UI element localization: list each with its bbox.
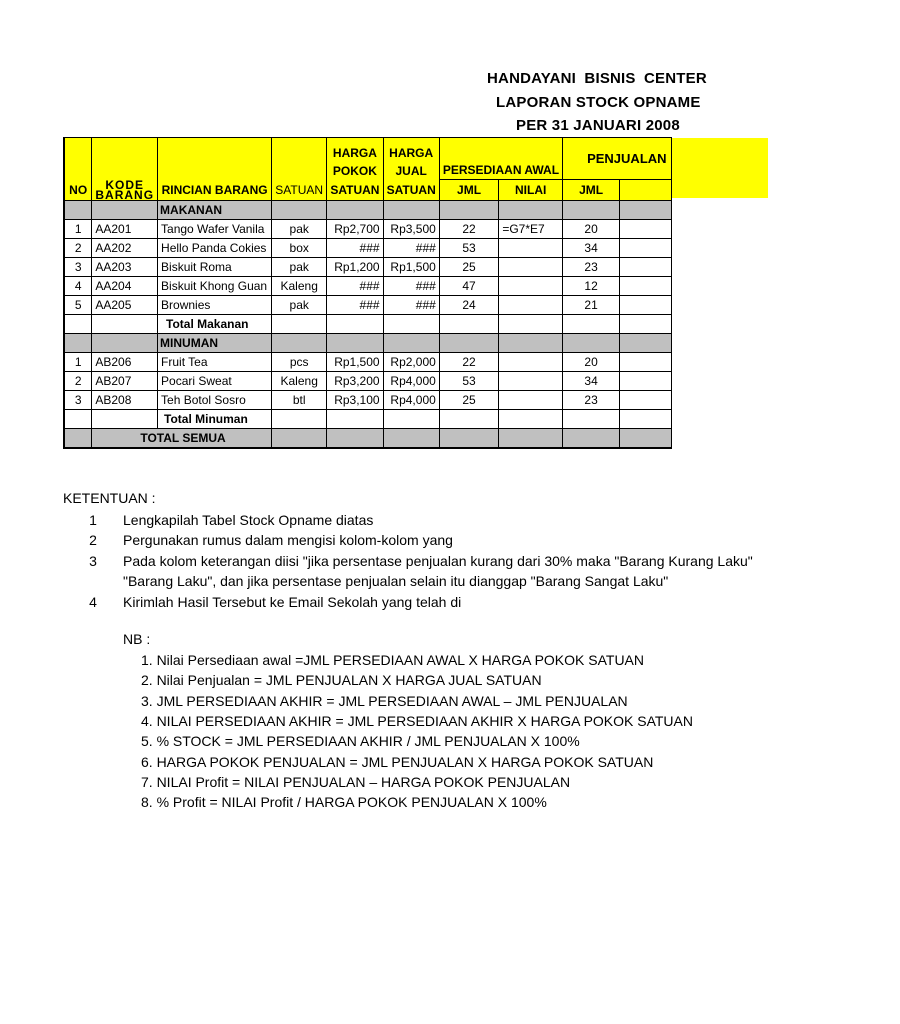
- penjualan-jml-cell: 34: [563, 238, 620, 257]
- penjualan-nilai-cell: [620, 276, 672, 295]
- header-satuan-top: [272, 138, 327, 180]
- section-makanan-row: [64, 200, 672, 219]
- table-row: [64, 390, 672, 409]
- header-persediaan-awal: PERSEDIAAN AWAL: [439, 138, 562, 180]
- header-penjualan: PENJUALAN: [563, 138, 672, 180]
- nb-title: NB :: [123, 631, 151, 647]
- penjualan-nilai-cell: [620, 238, 672, 257]
- header-kode-barang: KODE BARANG: [92, 180, 158, 201]
- ketentuan-number: 3: [89, 553, 97, 569]
- persediaan-jml-cell: 47: [439, 276, 499, 295]
- row-number: 1: [64, 219, 92, 238]
- header-rincian-barang: RINCIAN BARANG: [158, 180, 272, 201]
- persediaan-jml-cell: 22: [439, 352, 499, 371]
- table-row: [64, 352, 672, 371]
- header-no: NO: [64, 180, 92, 201]
- harga-pokok-cell: Rp3,100: [327, 390, 383, 409]
- ketentuan-number: 2: [89, 532, 97, 548]
- header-pokok-satuan: SATUAN: [327, 180, 383, 201]
- item-code: AB206: [92, 352, 158, 371]
- item-name: Hello Panda Cokies: [158, 238, 272, 257]
- persediaan-jml-cell: 53: [439, 238, 499, 257]
- item-name: Biskuit Khong Guan: [158, 276, 272, 295]
- item-code: AA205: [92, 295, 158, 314]
- company-title: HANDAYANI BISNIS CENTER: [487, 70, 707, 87]
- harga-jual-cell: Rp3,500: [383, 219, 439, 238]
- header-harga-jual: HARGA JUAL: [383, 138, 439, 180]
- header-row-top: [64, 138, 672, 180]
- total-makanan-row: [64, 314, 672, 333]
- penjualan-nilai-cell: [620, 295, 672, 314]
- penjualan-jml-cell: 23: [563, 257, 620, 276]
- penjualan-jml-cell: 23: [563, 390, 620, 409]
- penjualan-jml-cell: 20: [563, 352, 620, 371]
- penjualan-jml-cell: 21: [563, 295, 620, 314]
- penjualan-nilai-cell: [620, 371, 672, 390]
- item-unit: pak: [272, 257, 327, 276]
- item-name: Brownies: [158, 295, 272, 314]
- penjualan-nilai-cell: [620, 219, 672, 238]
- persediaan-nilai-cell: [499, 390, 563, 409]
- item-name: Biskuit Roma: [158, 257, 272, 276]
- table-row: [64, 371, 672, 390]
- harga-jual-cell: Rp1,500: [383, 257, 439, 276]
- nb-item: 8. % Profit = NILAI Profit / HARGA POKOK PENJUALAN X 100%: [141, 794, 547, 811]
- harga-pokok-cell: ###: [327, 276, 383, 295]
- header-jual-satuan: SATUAN: [383, 180, 439, 201]
- item-unit: pak: [272, 295, 327, 314]
- harga-pokok-cell: Rp3,200: [327, 371, 383, 390]
- header-row-bottom: [64, 180, 672, 201]
- row-number: 5: [64, 295, 92, 314]
- harga-pokok-cell: Rp1,200: [327, 257, 383, 276]
- persediaan-jml-cell: 24: [439, 295, 499, 314]
- stock-opname-table: [63, 137, 672, 449]
- harga-jual-cell: ###: [383, 276, 439, 295]
- item-name: Pocari Sweat: [158, 371, 272, 390]
- item-unit: Kaleng: [272, 371, 327, 390]
- persediaan-jml-cell: 25: [439, 257, 499, 276]
- nb-item: 2. Nilai Penjualan = JML PENJUALAN X HARGA JUAL SATUAN: [141, 672, 542, 689]
- ketentuan-title: KETENTUAN :: [63, 490, 156, 506]
- item-unit: box: [272, 238, 327, 257]
- penjualan-nilai-cell: [620, 390, 672, 409]
- item-code: AB207: [92, 371, 158, 390]
- persediaan-nilai-cell: [499, 352, 563, 371]
- nb-item: 5. % STOCK = JML PERSEDIAAN AKHIR / JML PENJUALAN X 100%: [141, 733, 580, 750]
- item-code: AA201: [92, 219, 158, 238]
- item-code: AB208: [92, 390, 158, 409]
- total-makanan-label: Total Makanan: [158, 314, 272, 333]
- item-unit: pcs: [272, 352, 327, 371]
- report-date: PER 31 JANUARI 2008: [516, 117, 680, 134]
- header-kode-top: [92, 138, 158, 180]
- persediaan-nilai-cell: =G7*E7: [499, 219, 563, 238]
- item-code: AA204: [92, 276, 158, 295]
- persediaan-jml-cell: 25: [439, 390, 499, 409]
- item-name: Teh Botol Sosro: [158, 390, 272, 409]
- total-semua-label: TOTAL SEMUA: [92, 428, 272, 448]
- total-minuman-row: [64, 409, 672, 428]
- total-semua-row: [64, 428, 672, 448]
- header-pj-nilai: [620, 180, 672, 201]
- harga-pokok-cell: ###: [327, 295, 383, 314]
- ketentuan-text: Lengkapilah Tabel Stock Opname diatas: [123, 512, 374, 528]
- harga-pokok-cell: Rp2,700: [327, 219, 383, 238]
- nb-item: 6. HARGA POKOK PENJUALAN = JML PENJUALAN X HARGA POKOK SATUAN: [141, 753, 654, 770]
- total-minuman-label: Total Minuman: [158, 409, 272, 428]
- item-unit: Kaleng: [272, 276, 327, 295]
- harga-jual-cell: ###: [383, 238, 439, 257]
- row-number: 2: [64, 371, 92, 390]
- persediaan-jml-cell: 53: [439, 371, 499, 390]
- harga-pokok-cell: Rp1,500: [327, 352, 383, 371]
- section-minuman-row: [64, 333, 672, 352]
- report-title: LAPORAN STOCK OPNAME: [496, 94, 701, 111]
- nb-item: 7. NILAI Profit = NILAI PENJUALAN – HARGA POKOK PENJUALAN: [141, 773, 571, 790]
- row-number: 1: [64, 352, 92, 371]
- harga-jual-cell: Rp4,000: [383, 390, 439, 409]
- header-no-top: [64, 138, 92, 180]
- persediaan-nilai-cell: [499, 295, 563, 314]
- header-pj-jml: JML: [563, 180, 620, 201]
- ketentuan-text: Pada kolom keterangan diisi "jika persentase penjualan kurang dari 30% maka "Barang Kurang Laku": [123, 553, 753, 569]
- header-rincian-top: [158, 138, 272, 180]
- header-harga-pokok: HARGA POKOK: [327, 138, 383, 180]
- item-code: AA203: [92, 257, 158, 276]
- item-unit: pak: [272, 219, 327, 238]
- penjualan-jml-cell: 20: [563, 219, 620, 238]
- table-row: [64, 295, 672, 314]
- header-yellow-overflow: [672, 138, 768, 198]
- penjualan-jml-cell: 12: [563, 276, 620, 295]
- harga-jual-cell: Rp2,000: [383, 352, 439, 371]
- header-satuan: SATUAN: [272, 180, 327, 201]
- row-number: 2: [64, 238, 92, 257]
- ketentuan-text: Kirimlah Hasil Tersebut ke Email Sekolah yang telah di: [123, 594, 462, 610]
- nb-item: 4. NILAI PERSEDIAAN AKHIR = JML PERSEDIAAN AKHIR X HARGA POKOK SATUAN: [141, 712, 693, 729]
- persediaan-jml-cell: 22: [439, 219, 499, 238]
- table-row: [64, 276, 672, 295]
- penjualan-jml-cell: 34: [563, 371, 620, 390]
- persediaan-nilai-cell: [499, 238, 563, 257]
- header-pa-jml: JML: [439, 180, 499, 201]
- persediaan-nilai-cell: [499, 371, 563, 390]
- harga-jual-cell: ###: [383, 295, 439, 314]
- table-row: [64, 257, 672, 276]
- nb-item: 1. Nilai Persediaan awal =JML PERSEDIAAN AWAL X HARGA POKOK SATUAN: [141, 652, 645, 668]
- item-unit: btl: [272, 390, 327, 409]
- harga-jual-cell: Rp4,000: [383, 371, 439, 390]
- ketentuan-text: "Barang Laku", dan jika persentase penjualan selain itu dianggap "Barang Sangat Laku": [123, 573, 669, 589]
- row-number: 4: [64, 276, 92, 295]
- row-number: 3: [64, 257, 92, 276]
- table-row: [64, 219, 672, 238]
- penjualan-nilai-cell: [620, 352, 672, 371]
- row-number: 3: [64, 390, 92, 409]
- ketentuan-number: 4: [89, 594, 97, 610]
- table-row: [64, 238, 672, 257]
- penjualan-nilai-cell: [620, 257, 672, 276]
- section-minuman-label: MINUMAN: [158, 333, 272, 352]
- persediaan-nilai-cell: [499, 257, 563, 276]
- nb-item: 3. JML PERSEDIAAN AKHIR = JML PERSEDIAAN AWAL – JML PENJUALAN: [141, 692, 628, 709]
- ketentuan-number: 1: [89, 512, 97, 528]
- persediaan-nilai-cell: [499, 276, 563, 295]
- harga-pokok-cell: ###: [327, 238, 383, 257]
- section-makanan-label: MAKANAN: [158, 200, 272, 219]
- item-code: AA202: [92, 238, 158, 257]
- item-name: Fruit Tea: [158, 352, 272, 371]
- ketentuan-text: Pergunakan rumus dalam mengisi kolom-kolom yang: [123, 532, 453, 548]
- header-pa-nilai: NILAI: [499, 180, 563, 201]
- item-name: Tango Wafer Vanila: [158, 219, 272, 238]
